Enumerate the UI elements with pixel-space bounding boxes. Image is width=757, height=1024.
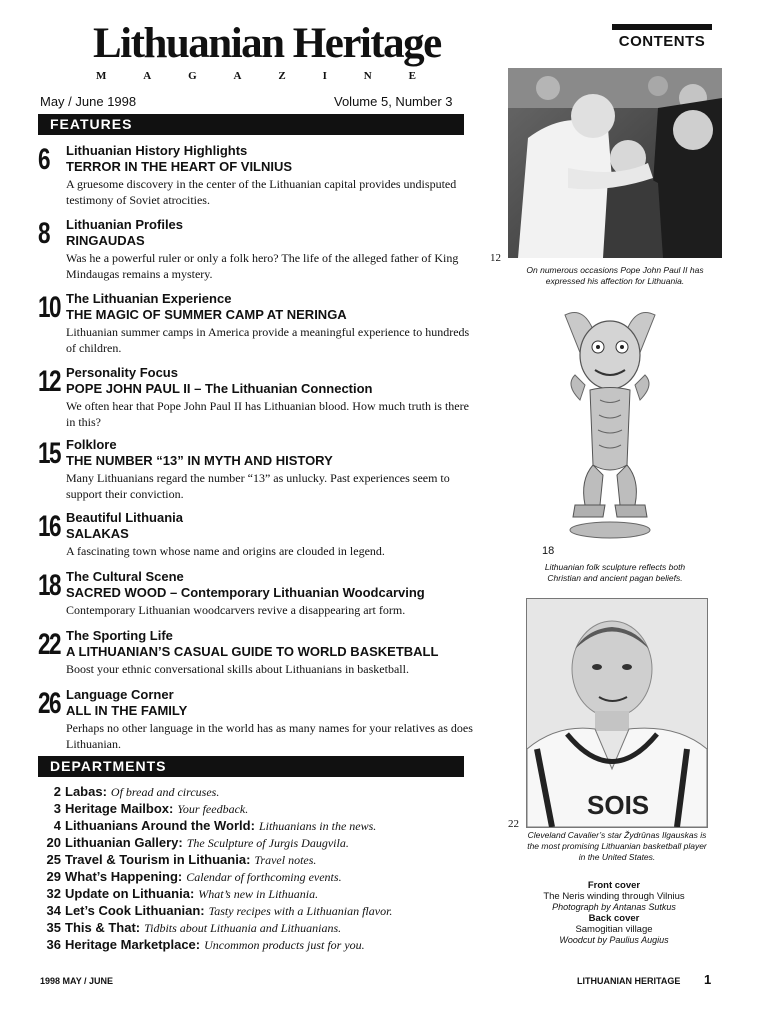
feature-entry[interactable] [38,628,478,683]
player-photo-page: 22 [508,818,519,830]
back-cover-credit: Woodcut by Paulius Augius [559,935,669,945]
feature-description: Was he a powerful ruler or only a folk hero? The life of the alleged father of King Mindaugas remains a mystery. [66,251,459,281]
department-description: Lithuanians in the news. [258,819,377,833]
department-name: Lithuanians Around the World: [65,818,255,833]
feature-category: Beautiful Lithuania [66,510,183,525]
issue-volume: Volume 5, Number 3 [334,94,453,109]
feature-entry[interactable] [38,687,478,752]
feature-title: POPE JOHN PAUL II – The Lithuanian Connection [66,381,373,396]
feature-page-number: 26 [38,687,61,720]
department-description: What’s new in Lithuania. [198,887,319,901]
department-name: Let’s Cook Lithuanian: [65,903,205,918]
department-entry[interactable] [38,818,478,833]
department-entry[interactable] [38,852,478,867]
feature-entry[interactable] [38,143,478,213]
sculpture-photo-caption: Lithuanian folk sculpture reflects both Christian and ancient pagan beliefs. [544,562,686,583]
feature-page-number: 16 [38,510,61,543]
feature-description: Boost your ethnic conversational skills about Lithuanians in basketball. [66,662,409,676]
magazine-subtitle: M A G A Z I N E [96,70,416,82]
feature-entry[interactable] [38,437,478,507]
back-cover-desc: Samogitian village [575,924,653,935]
department-name: Heritage Mailbox: [65,801,174,816]
department-name: Heritage Marketplace: [65,937,201,952]
feature-title: THE NUMBER “13” IN MYTH AND HISTORY [66,453,333,468]
feature-description: We often hear that Pope John Paul II has Lithuanian blood. How much truth is there in this? [66,399,469,429]
feature-category: Lithuanian History Highlights [66,143,248,158]
feature-title: THE MAGIC OF SUMMER CAMP AT NERINGA [66,307,347,322]
front-cover-label: Front cover [587,880,641,891]
basketball-player-image [527,599,707,827]
department-entry[interactable] [38,903,478,918]
feature-page-number: 8 [38,217,50,250]
front-cover-credit: Photograph by Antanas Sutkus [552,902,676,912]
feature-category: Folklore [66,437,117,452]
department-entry[interactable] [38,920,478,935]
player-photo [526,598,708,828]
department-entry[interactable] [38,835,478,850]
feature-page-number: 10 [38,291,61,324]
department-description: Uncommon products just for you. [204,938,365,952]
department-name: This & That: [65,920,141,935]
department-entry[interactable] [38,784,478,799]
cover-credits [514,880,714,946]
feature-description: Many Lithuanians regard the number “13” as unlucky. Past experiences seem to support their conviction. [66,471,450,501]
back-cover-label: Back cover [588,913,640,924]
department-page-number: 36 [46,937,61,952]
department-name: Travel & Tourism in Lithuania: [65,852,251,867]
department-page-number: 29 [46,869,61,884]
feature-page-number: 6 [38,143,50,176]
department-name: Update on Lithuania: [65,886,195,901]
department-description: Of bread and circuses. [110,785,220,799]
contents-heading: CONTENTS [618,33,706,50]
feature-entry[interactable] [38,365,478,435]
contents-rule [612,24,712,30]
feature-description: Perhaps no other language in the world has as many names for your relatives as does Lithuanian. [66,721,473,751]
feature-entry[interactable] [38,569,478,624]
department-page-number: 2 [53,784,61,799]
footer-issue: 1998 MAY / JUNE [40,976,114,986]
department-description: Calendar of forthcoming events. [186,870,342,884]
department-page-number: 34 [46,903,61,918]
jersey-number: SOIS [587,790,650,820]
department-entry[interactable] [38,886,478,901]
player-photo-caption: Cleveland Cavalier’s star Žydrūnas Ilgauskas is the most promising Lithuanian basketball player in the United States. [527,830,707,862]
feature-description: Lithuanian summer camps in America provide a meaningful experience to hundreds of children. [66,325,470,355]
department-name: What’s Happening: [65,869,183,884]
feature-page-number: 15 [38,437,61,470]
department-page-number: 20 [46,835,61,850]
pope-photo-caption: On numerous occasions Pope John Paul II has expressed his affection for Lithuania. [526,265,704,286]
feature-description: A gruesome discovery in the center of the Lithuanian capital provides undisputed testimony of Soviet atrocities. [66,177,457,207]
feature-entry[interactable] [38,291,478,361]
feature-title: TERROR IN THE HEART OF VILNIUS [66,159,293,174]
pope-photo-image [508,68,722,258]
folk-sculpture-image [555,305,665,545]
feature-title: ALL IN THE FAMILY [66,703,188,718]
issue-date: May / June 1998 [40,94,137,109]
department-page-number: 32 [46,886,61,901]
department-description: Tidbits about Lithuania and Lithuanians. [144,921,342,935]
feature-entry[interactable] [38,217,478,287]
feature-title: SALAKAS [66,526,129,541]
feature-category: The Sporting Life [66,628,173,643]
department-page-number: 25 [46,852,61,867]
department-page-number: 4 [53,818,61,833]
feature-category: The Cultural Scene [66,569,184,584]
feature-title: RINGAUDAS [66,233,145,248]
feature-title: SACRED WOOD – Contemporary Lithuanian Woodcarving [66,585,425,600]
department-description: Your feedback. [177,802,249,816]
magazine-title: Lithuanian Heritage [93,20,441,67]
feature-title: A LITHUANIAN’S CASUAL GUIDE TO WORLD BASKETBALL [66,644,439,659]
pope-photo-page: 12 [490,252,501,264]
department-description: The Sculpture of Jurgis Daugvila. [186,836,349,850]
feature-page-number: 12 [38,365,61,398]
department-page-number: 35 [46,920,61,935]
sculpture-photo-page: 18 [542,545,555,557]
features-header: FEATURES [38,114,464,135]
department-description: Travel notes. [254,853,317,867]
footer-page-number: 1 [704,972,712,987]
departments-header: DEPARTMENTS [38,756,464,777]
feature-category: Personality Focus [66,365,178,380]
department-page-number: 3 [53,801,61,816]
department-description: Tasty recipes with a Lithuanian flavor. [208,904,393,918]
department-name: Lithuanian Gallery: [65,835,183,850]
feature-entry[interactable] [38,510,478,565]
sculpture-photo [555,305,665,545]
department-entry[interactable] [38,801,478,816]
feature-description: A fascinating town whose name and origins are clouded in legend. [66,544,385,558]
pope-photo [508,68,722,258]
front-cover-desc: The Neris winding through Vilnius [543,891,685,902]
feature-category: Language Corner [66,687,174,702]
department-entry[interactable] [38,869,478,884]
feature-category: Lithuanian Profiles [66,217,184,232]
department-entry[interactable] [38,937,478,952]
footer-magazine-name: LITHUANIAN HERITAGE [577,976,681,986]
feature-category: The Lithuanian Experience [66,291,232,306]
feature-page-number: 22 [38,628,61,661]
feature-page-number: 18 [38,569,61,602]
feature-description: Contemporary Lithuanian woodcarvers revive a disappearing art form. [66,603,406,617]
department-name: Labas: [65,784,107,799]
